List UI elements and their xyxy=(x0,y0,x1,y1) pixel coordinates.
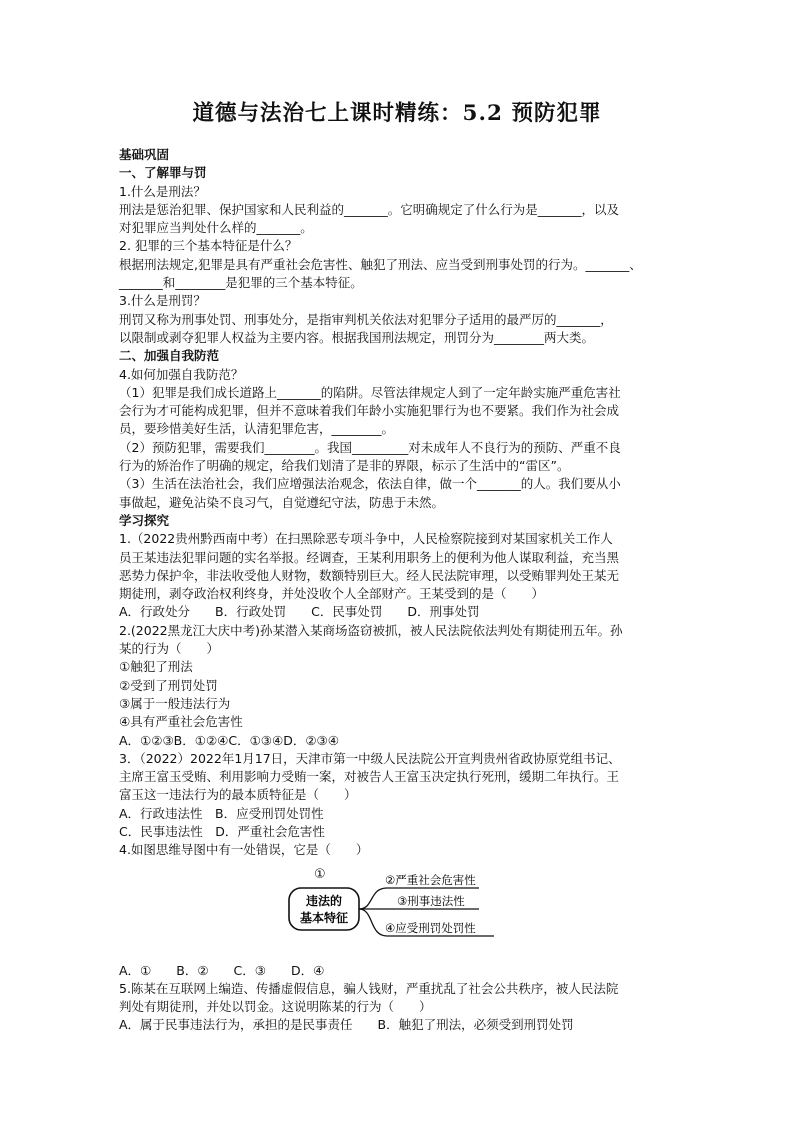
mind-map-svg xyxy=(119,864,679,954)
text-line: 1.（2022贵州黔西南中考）在扫黑除恶专项斗争中，人民检察院接到对某国家机关工作人 xyxy=(119,531,613,547)
text-line: 对犯罪应当判处什么样的_______。 xyxy=(119,220,313,236)
mind-map-figure xyxy=(119,864,679,954)
text-line: 会行为才可能构成犯罪，但并不意味着我们年龄小实施犯罪行为也不要紧。我们作为社会成 xyxy=(119,403,620,419)
section-heading: 一、了解罪与罚 xyxy=(119,165,207,181)
text-line: C．民事违法性 D．严重社会危害性 xyxy=(119,823,325,839)
text-line: 根据刑法规定,犯罪是具有严重社会危害性、触犯了刑法、应当受到刑事处罚的行为。_______、 xyxy=(119,256,642,272)
mind-map-branch-3: ③刑事违法性 xyxy=(397,893,465,908)
text-line: ④具有严重社会危害性 xyxy=(119,714,243,730)
text-line: A．属于民事违法行为，承担的是民事责任 B．触犯了刑法，必须受到刑罚处罚 xyxy=(119,1017,574,1033)
text-line: ③属于一般违法行为 xyxy=(119,695,231,711)
mind-map-branch-4: ④应受刑罚处罚性 xyxy=(385,920,476,935)
text-line: （3）生活在法治社会，我们应增强法治观念，依法自律，做一个_______的人。我们要从小 xyxy=(119,476,621,492)
mind-map-center-line-1: 违法的 xyxy=(305,893,343,908)
text-line: A．行政处分 B．行政处罚 C．民事处罚 D．刑事处罚 xyxy=(119,604,480,620)
questions-part-1 xyxy=(119,146,679,860)
mind-map-branch-1: ① xyxy=(314,866,326,882)
text-line: 3.什么是刑罚？ xyxy=(119,293,206,309)
text-line: 员，要珍惜美好生活，认清犯罪危害，________。 xyxy=(119,421,395,437)
text-line: 恶势力保护伞，非法收受他人财物，数额特别巨大。经人民法院审理，以受贿罪判处王某无 xyxy=(119,567,620,583)
text-line: 2.(2022黑龙江大庆中考)孙某潜入某商场盗窃被抓，被人民法院依法判处有期徒刑五年。孙 xyxy=(119,622,623,638)
text-line: 判处有期徒刑，并处以罚金。这说明陈某的行为（ ） xyxy=(119,999,432,1015)
text-line: 行为的矫治作了明确的规定，给我们划清了是非的界限，标示了生活中的“雷区”。 xyxy=(119,458,570,474)
section-heading: 基础巩固 xyxy=(119,147,170,162)
text-line: 刑罚又称为刑事处罚、刑事处分，是指审判机关依法对犯罪分子适用的最严厉的_______， xyxy=(119,311,613,327)
text-line: 1.什么是刑法？ xyxy=(119,183,206,199)
text-line: A．①②③B．①②④C．①③④D．②③④ xyxy=(119,732,339,748)
text-line: 刑法是惩治犯罪、保护国家和人民利益的_______。它明确规定了什么行为是_______，以及 xyxy=(119,201,620,217)
text-line: 5.陈某在互联网上编造、传播虚假信息，骗人钱财，严重扰乱了社会公共秩序，被人民法院 xyxy=(119,980,619,996)
page-title: 道德与法治七上课时精练：5.2 预防犯罪 xyxy=(192,101,602,126)
text-line: A．行政违法性 B．应受刑罚处罚性 xyxy=(119,805,324,821)
text-line: （2）预防犯罪，需要我们________。我国_________对未成年人不良行为的预防、严重不良 xyxy=(119,439,621,455)
text-line: ①触犯了刑法 xyxy=(119,659,193,675)
text-line: 某的行为（ ） xyxy=(119,641,220,657)
text-line: 2. 犯罪的三个基本特征是什么？ xyxy=(119,238,298,254)
section-heading: 二、加强自我防范 xyxy=(119,348,220,364)
text-line: 员王某违法犯罪问题的实名举报。经调查，王某利用职务上的便利为他人谋取利益，充当黑 xyxy=(119,549,620,565)
text-line: 4.如图思维导图中有一处错误，它是（ ） xyxy=(119,842,369,858)
text-line: 3．（2022）2022年1月17日，天津市第一中级人民法院公开宣判贵州省政协原党组书记、 xyxy=(119,750,621,766)
text-line: （1）犯罪是我们成长道路上_______的陷阱。尽管法律规定人到了一定年龄实施严重危害社 xyxy=(119,384,621,400)
text-line: 4.如何加强自我防范？ xyxy=(119,366,244,382)
text-line: 富玉这一违法行为的最本质特征是（ ） xyxy=(119,787,357,803)
questions-part-2 xyxy=(119,962,679,1035)
text-line: 以限制或剥夺犯罪人权益为主要内容。根据我国刑法规定，刑罚分为________两大类。 xyxy=(119,329,595,345)
mind-map-branch-2: ②严重社会危害性 xyxy=(385,872,476,887)
text-line: ②受到了刑罚处罚 xyxy=(119,677,218,693)
text-line: 主席王富玉受贿、利用影响力受贿一案，对被告人王富玉决定执行死刑，缓期二年执行。王 xyxy=(119,769,620,785)
text-line: A．① B．② C．③ D．④ xyxy=(119,962,325,978)
text-line: 期徒刑，剥夺政治权利终身，并处没收个人全部财产。王某受到的是（ ） xyxy=(119,586,545,602)
text-line: 事做起，避免沾染不良习气，自觉遵纪守法，防患于未然。 xyxy=(119,494,445,510)
mind-map-center-line-2: 基本特征 xyxy=(299,910,349,925)
text-line: _______和________是犯罪的三个基本特征。 xyxy=(119,275,363,291)
section-heading: 学习探究 xyxy=(119,512,170,528)
worksheet-body xyxy=(119,146,679,1035)
